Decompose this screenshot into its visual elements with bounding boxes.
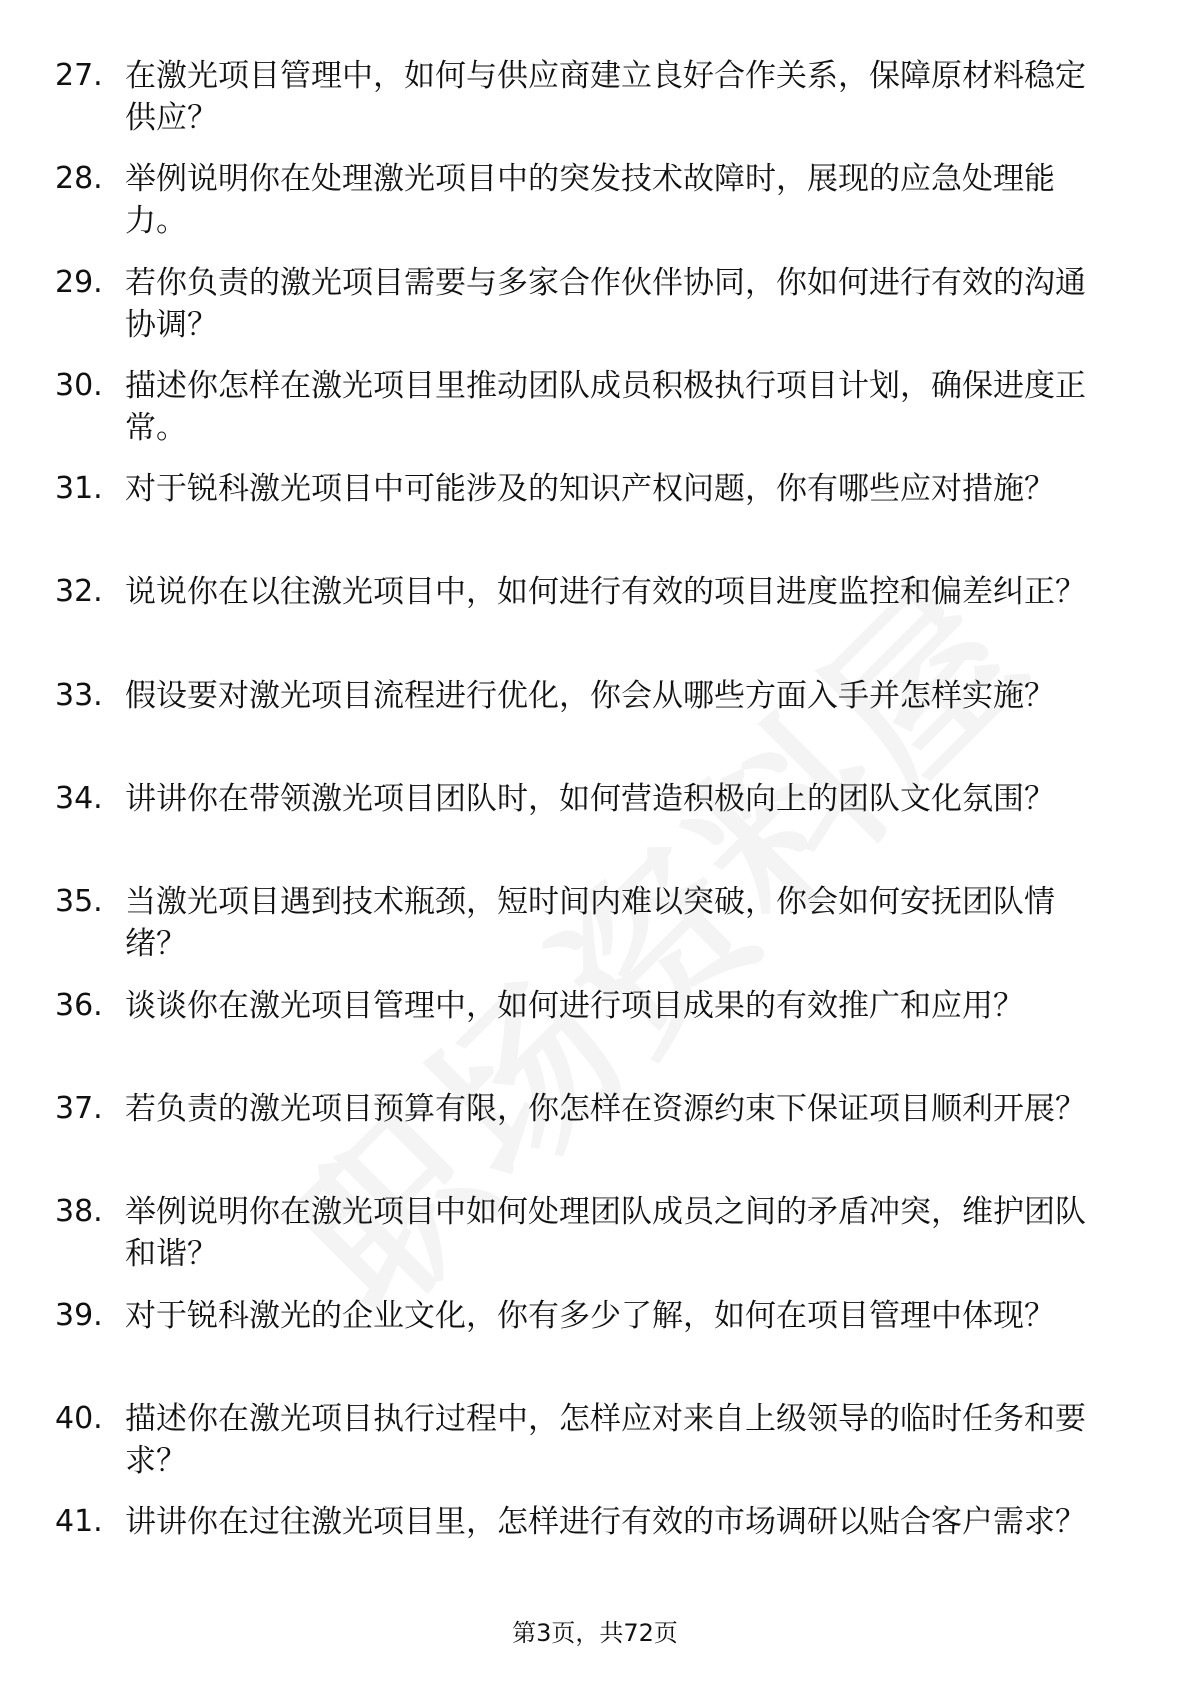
page-footer: 第3页，共72页 — [512, 1619, 678, 1647]
question-number: 40. — [55, 1400, 103, 1436]
question-text: 举例说明你在激光项目中如何处理团队成员之间的矛盾冲突，维护团队和谐？ — [125, 1194, 1086, 1273]
question-number: 32. — [55, 574, 103, 610]
question-item — [0, 1295, 1190, 1398]
question-item — [0, 1088, 1190, 1191]
question-text: 在激光项目管理中，如何与供应商建立良好合作关系，保障原材料稳定供应？ — [125, 58, 1086, 136]
question-text: 讲讲你在带领激光项目团队时，如何营造积极向上的团队文化氛围？ — [125, 781, 1055, 818]
question-number: 39. — [55, 1297, 103, 1333]
question-number: 37. — [55, 1090, 103, 1126]
question-item — [0, 881, 1190, 984]
question-text: 对于锐科激光的企业文化，你有多少了解，如何在项目管理中体现？ — [125, 1297, 1055, 1334]
question-item — [0, 55, 1190, 158]
question-number: 34. — [55, 781, 103, 817]
question-number: 35. — [55, 884, 103, 920]
question-item — [0, 571, 1190, 674]
question-text: 描述你在激光项目执行过程中，怎样应对来自上级领导的临时任务和要求？ — [125, 1400, 1086, 1479]
question-item — [0, 985, 1190, 1088]
question-number: 36. — [55, 987, 103, 1023]
question-text: 描述你怎样在激光项目里推动团队成员积极执行项目计划，确保进度正常。 — [125, 367, 1086, 446]
question-number: 27. — [55, 58, 103, 93]
question-item — [0, 675, 1190, 778]
question-number: 29. — [55, 264, 103, 300]
question-text: 谈谈你在激光项目管理中，如何进行项目成果的有效推广和应用？ — [125, 987, 1024, 1024]
question-number: 33. — [55, 677, 103, 713]
question-number: 28. — [55, 161, 103, 197]
question-item — [0, 365, 1190, 468]
question-text: 若你负责的激光项目需要与多家合作伙伴协同，你如何进行有效的沟通协调？ — [125, 264, 1086, 343]
question-item — [0, 1191, 1190, 1294]
question-item — [0, 158, 1190, 261]
question-text: 讲讲你在过往激光项目里，怎样进行有效的市场调研以贴合客户需求？ — [125, 1504, 1086, 1541]
question-list — [0, 55, 1190, 1604]
question-text: 若负责的激光项目预算有限，你怎样在资源约束下保证项目顺利开展？ — [125, 1090, 1086, 1127]
question-text: 对于锐科激光项目中可能涉及的知识产权问题，你有哪些应对措施？ — [125, 471, 1055, 508]
question-item — [0, 262, 1190, 365]
question-number: 30. — [55, 367, 103, 403]
question-item — [0, 1398, 1190, 1501]
question-text: 假设要对激光项目流程进行优化，你会从哪些方面入手并怎样实施？ — [125, 677, 1055, 714]
question-number: 38. — [55, 1194, 103, 1230]
question-text: 当激光项目遇到技术瓶颈，短时间内难以突破，你会如何安抚团队情绪？ — [125, 884, 1055, 963]
question-item — [0, 1501, 1190, 1604]
question-item — [0, 778, 1190, 881]
question-number: 41. — [55, 1504, 103, 1540]
question-item — [0, 468, 1190, 571]
question-number: 31. — [55, 471, 103, 507]
question-text: 举例说明你在处理激光项目中的突发技术故障时，展现的应急处理能力。 — [125, 161, 1055, 240]
question-text: 说说你在以往激光项目中，如何进行有效的项目进度监控和偏差纠正？ — [125, 574, 1086, 611]
